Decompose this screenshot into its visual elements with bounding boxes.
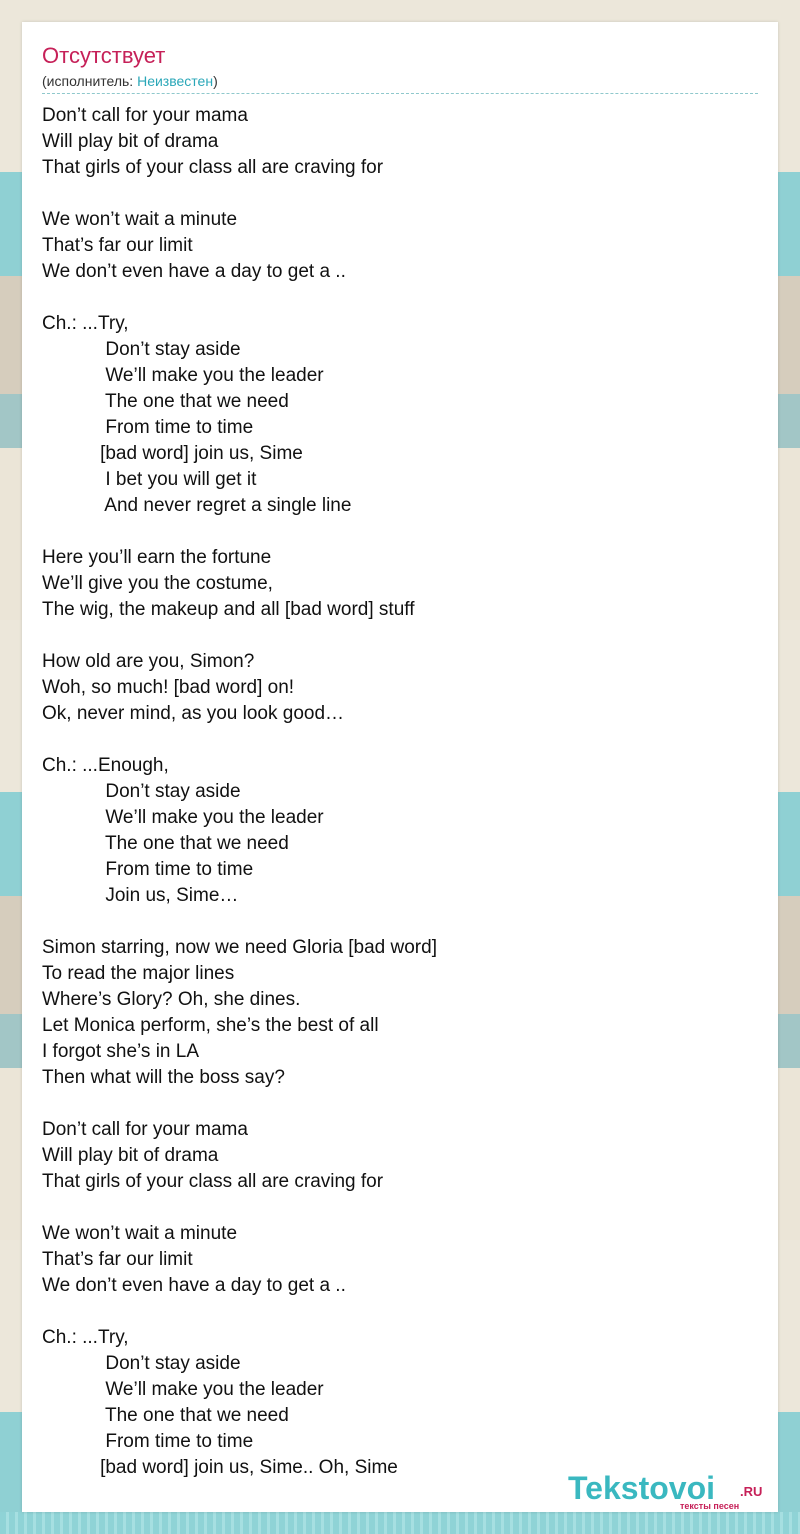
lyric-line: Ok, never mind, as you look good… (42, 703, 345, 724)
lyric-line: To read the major lines (42, 963, 235, 984)
lyric-line (42, 285, 758, 311)
lyric-line: Don’t stay aside (42, 339, 241, 360)
lyric-line: Simon starring, now we need Gloria [bad word] (42, 937, 437, 958)
lyric-line: Will play bit of drama (42, 1145, 219, 1166)
lyric-line: Join us, Sime… (42, 885, 239, 906)
lyric-line: Then what will the boss say? (42, 1067, 285, 1088)
lyric-line: [bad word] join us, Sime (42, 443, 303, 464)
lyric-line (42, 519, 758, 545)
lyric-line: Ch.: ...Enough, (42, 755, 169, 776)
title-divider (42, 93, 758, 94)
lyric-line (42, 1299, 758, 1325)
lyric-line: That’s far our limit (42, 1249, 193, 1270)
lyric-line: We won’t wait a minute (42, 1223, 238, 1244)
lyric-line: That girls of your class all are craving for (42, 157, 384, 178)
lyric-line (42, 1091, 758, 1117)
lyric-line: Ch.: ...Try, (42, 313, 129, 334)
lyric-line (42, 727, 758, 753)
artist-prefix: (исполнитель: (42, 73, 138, 89)
lyric-line: That girls of your class all are craving for (42, 1171, 384, 1192)
lyric-line: Let Monica perform, she’s the best of all (42, 1015, 379, 1036)
lyric-line: Where’s Glory? Oh, she dines. (42, 989, 301, 1010)
lyric-line: That’s far our limit (42, 235, 193, 256)
lyric-line (42, 1195, 758, 1221)
artist-link[interactable]: Неизвестен (137, 73, 214, 89)
lyric-line: Will play bit of drama (42, 131, 219, 152)
logo-wordmark: Tekstovoi (568, 1470, 715, 1506)
lyric-line: Don’t call for your mama (42, 105, 248, 126)
lyric-line: From time to time (42, 859, 254, 880)
song-title: Отсутствует (42, 43, 166, 68)
lyric-line: We won’t wait a minute (42, 209, 238, 230)
lyric-line: We’ll give you the costume, (42, 573, 273, 594)
lyric-line: Don’t stay aside (42, 781, 241, 802)
lyric-line: We’ll make you the leader (42, 1379, 324, 1400)
lyric-line: [bad word] join us, Sime.. Oh, Sime (42, 1457, 398, 1478)
artist-suffix: ) (213, 73, 218, 89)
lyric-line (42, 181, 758, 207)
lyrics-text (42, 103, 758, 1481)
lyric-line: We don’t even have a day to get a .. (42, 261, 346, 282)
lyric-line: Woh, so much! [bad word] on! (42, 677, 295, 698)
bottom-decorative-strip (0, 1512, 800, 1534)
artist-line (42, 73, 218, 89)
lyric-line: How old are you, Simon? (42, 651, 255, 672)
lyric-line: Don’t stay aside (42, 1353, 241, 1374)
lyric-line: Here you’ll earn the fortune (42, 547, 272, 568)
site-logo[interactable] (568, 1470, 778, 1510)
lyric-line (42, 623, 758, 649)
lyric-line: We don’t even have a day to get a .. (42, 1275, 346, 1296)
lyric-line: We’ll make you the leader (42, 365, 324, 386)
lyric-line: Don’t call for your mama (42, 1119, 248, 1140)
lyric-line: I bet you will get it (42, 469, 257, 490)
lyric-line: And never regret a single line (42, 495, 352, 516)
lyric-line: The wig, the makeup and all [bad word] stuff (42, 599, 415, 620)
lyric-line: From time to time (42, 417, 254, 438)
logo-tld: .RU (740, 1484, 763, 1499)
lyric-line: I forgot she’s in LA (42, 1041, 200, 1062)
logo-tagline: тексты песен (680, 1501, 740, 1511)
lyric-line: From time to time (42, 1431, 254, 1452)
lyric-line: The one that we need (42, 1405, 289, 1426)
lyric-line: The one that we need (42, 391, 289, 412)
lyric-line: We’ll make you the leader (42, 807, 324, 828)
lyric-line: Ch.: ...Try, (42, 1327, 129, 1348)
lyric-line: The one that we need (42, 833, 289, 854)
lyric-line (42, 909, 758, 935)
